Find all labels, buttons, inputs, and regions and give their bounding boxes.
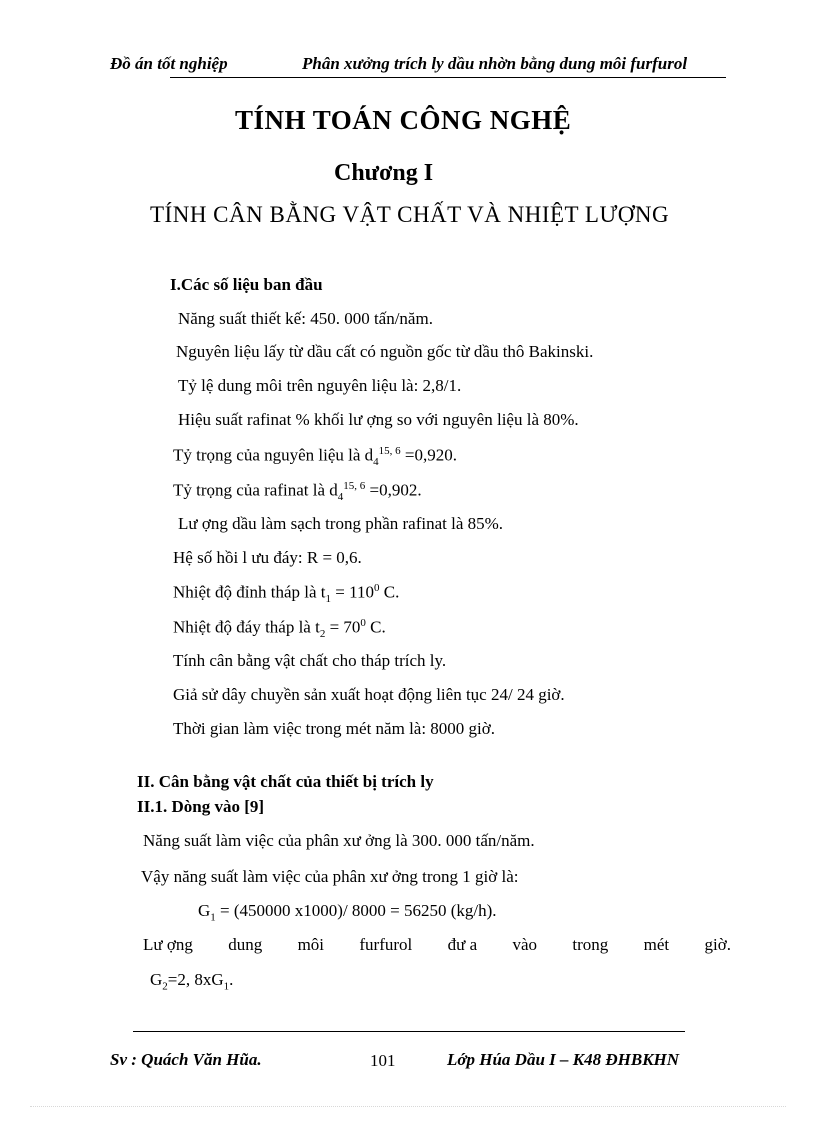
text-line: Giả sử dây chuyền sản xuất hoạt động liên tục 24/ 24 giờ. (173, 685, 565, 704)
density-feed-sub: 4 (373, 456, 379, 469)
temp-top-value: = 110 (331, 582, 374, 602)
word: mét (643, 935, 670, 954)
footer-right: Lớp Húa Dầu I – K48 ĐHBKHN (447, 1050, 680, 1069)
header-right: Phân xưởng trích ly dầu nhờn bằng dung môi furfurol (302, 54, 688, 73)
density-raf-value: =0,902. (365, 480, 422, 500)
formula-sub: 1 (210, 911, 216, 924)
temp-bottom-unit: C. (365, 617, 386, 637)
section1-heading: I.Các số liệu ban đầu (170, 275, 323, 294)
density-raf-sub: 4 (337, 491, 344, 504)
temp-bottom-line (173, 617, 386, 640)
text-line: Tỷ lệ dung môi trên nguyên liệu là: 2,8/1. (178, 376, 462, 395)
header-rule (170, 77, 726, 78)
formula-g1 (198, 901, 497, 923)
word: furfurol (359, 935, 413, 954)
word: đư a (447, 935, 478, 954)
text-line: Tính cân bằng vật chất cho tháp trích ly. (173, 651, 447, 670)
footer-left: Sv : Quách Văn Hũa. (110, 1050, 262, 1069)
word: vào (512, 935, 538, 954)
g2-end: . (229, 970, 234, 989)
g2-symbol: G (150, 970, 163, 989)
justified-line (143, 935, 731, 955)
temp-top-sup: 0 (373, 582, 380, 594)
density-feed-sup: 15, 6 (378, 445, 401, 457)
density-feed-line (173, 445, 457, 468)
text-line: Lư ợng dầu làm sạch trong phần rafinat là 85%. (178, 514, 504, 533)
density-feed-value: =0,920. (400, 445, 458, 465)
chapter-title: Chương I (334, 160, 434, 186)
header-left: Đồ án tốt nghiệp (110, 54, 228, 73)
section2-heading: II. Cân bằng vật chất của thiết bị trích ly (137, 772, 434, 791)
text-line: Thời gian làm việc trong mét năm là: 8000 giờ. (173, 719, 496, 738)
formula-symbol: G (198, 901, 211, 920)
text-line: Vậy năng suất làm việc của phân xư ởng trong 1 giờ là: (141, 867, 519, 886)
temp-bottom-label: Nhiệt độ đáy tháp là t (173, 617, 320, 637)
g2-expr: =2, 8xG (167, 970, 224, 989)
word: trong (572, 935, 609, 954)
g2-sub: 2 (162, 980, 168, 993)
temp-bottom-sup: 0 (360, 617, 366, 629)
formula-rest: = (450000 x1000)/ 8000 = 56250 (kg/h). (215, 901, 497, 920)
section2-subheading: II.1. Dòng vào [9] (137, 797, 265, 816)
density-raf-label: Tỷ trọng của rafinat là d (173, 480, 338, 500)
page-bottom-border (30, 1106, 786, 1107)
word: giờ. (704, 935, 731, 954)
temp-bottom-value: = 70 (325, 617, 361, 637)
word: môi (297, 935, 325, 954)
temp-top-unit: C. (379, 582, 400, 602)
chapter-subtitle: TÍNH CÂN BẰNG VẬT CHẤT VÀ NHIỆT LƯỢNG (150, 202, 670, 227)
text-line: Nguyên liệu lấy từ dầu cất có nguồn gốc từ dầu thô Bakinski. (176, 342, 594, 361)
text-line: Năng suất làm việc của phân xư ởng là 300. 000 tấn/năm. (143, 831, 535, 850)
temp-top-sub: 1 (325, 593, 332, 606)
formula-g2 (150, 970, 233, 992)
text-line: Năng suất thiết kế: 450. 000 tấn/năm. (178, 309, 433, 328)
main-title: TÍNH TOÁN CÔNG NGHỆ (235, 105, 572, 135)
text-line: Hệ số hồi l ưu đáy: R = 0,6. (173, 548, 362, 567)
page-number: 101 (370, 1051, 396, 1070)
density-feed-label: Tỷ trọng của nguyên liệu là d (173, 445, 374, 465)
temp-top-label: Nhiệt độ đỉnh tháp là t (173, 582, 326, 602)
text-line: Hiệu suất rafinat % khối lư ợng so với nguyên liệu là 80%. (178, 410, 579, 429)
density-rafinat-line (173, 480, 422, 503)
temp-top-line (173, 582, 399, 605)
density-raf-sup: 15, 6 (343, 480, 366, 492)
footer-rule (133, 1031, 685, 1032)
word: dung (228, 935, 263, 954)
word: Lư ợng (143, 935, 193, 954)
temp-bottom-sub: 2 (319, 628, 326, 641)
g2-expr-sub: 1 (223, 980, 230, 993)
